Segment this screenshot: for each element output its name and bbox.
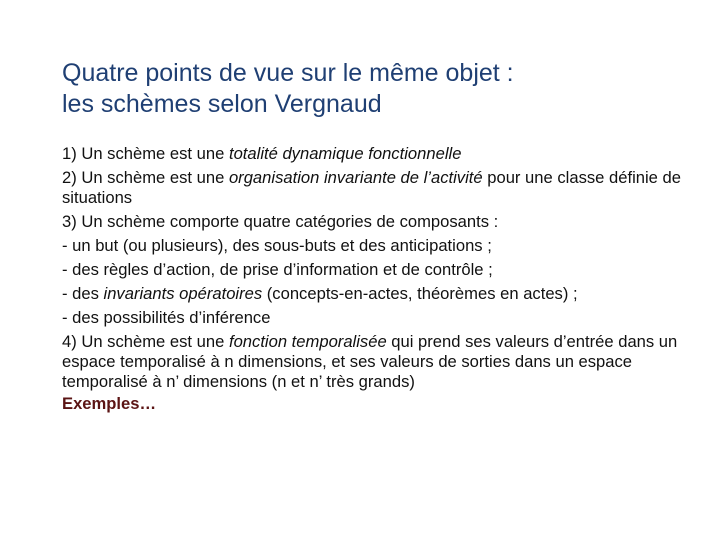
slide-body — [62, 144, 702, 418]
point-1-italic: totalité dynamique fonctionnelle — [228, 144, 462, 163]
point-4-italic: fonction temporalisée — [228, 332, 387, 351]
examples-label: Exemples… — [62, 394, 157, 413]
point-3-item-c-italic: invariants opératoires — [103, 284, 263, 303]
point-3-item-c-suffix: (concepts-en-actes, théorèmes en actes) ; — [262, 284, 578, 303]
point-3-item-d: - des possibilités d’inférence — [62, 308, 271, 327]
point-3-item-c-prefix: - des — [62, 284, 104, 303]
point-2 — [62, 168, 702, 208]
point-3-item-a: - un but (ou plusieurs), des sous-buts et des anticipations ; — [62, 236, 492, 255]
slide-title — [62, 58, 702, 120]
slide-title-line-1: Quatre points de vue sur le même objet : — [62, 59, 514, 87]
point-4-suffix: qui prend ses valeurs d’entrée dans un espace temporalisé à n dimensions, et ses valeurs de sorties dans un espace temporalisé à n’ dimensions (n et n’ très grands) — [62, 332, 678, 391]
point-3-item-c — [62, 284, 702, 304]
point-2-suffix: pour une classe définie de situations — [62, 168, 681, 207]
point-3: 3) Un schème comporte quatre catégories de composants : — [62, 212, 499, 231]
point-3-item-b: - des règles d’action, de prise d’information et de contrôle ; — [62, 260, 493, 279]
point-4 — [62, 332, 702, 392]
slide-title-line-2: les schèmes selon Vergnaud — [62, 90, 382, 118]
point-2-italic: organisation invariante de l’activité — [228, 168, 483, 187]
point-1 — [62, 144, 702, 164]
point-2-text: 2) Un schème est une — [62, 168, 229, 187]
point-4-text: 4) Un schème est une — [62, 332, 229, 351]
point-1-text: 1) Un schème est une — [62, 144, 229, 163]
